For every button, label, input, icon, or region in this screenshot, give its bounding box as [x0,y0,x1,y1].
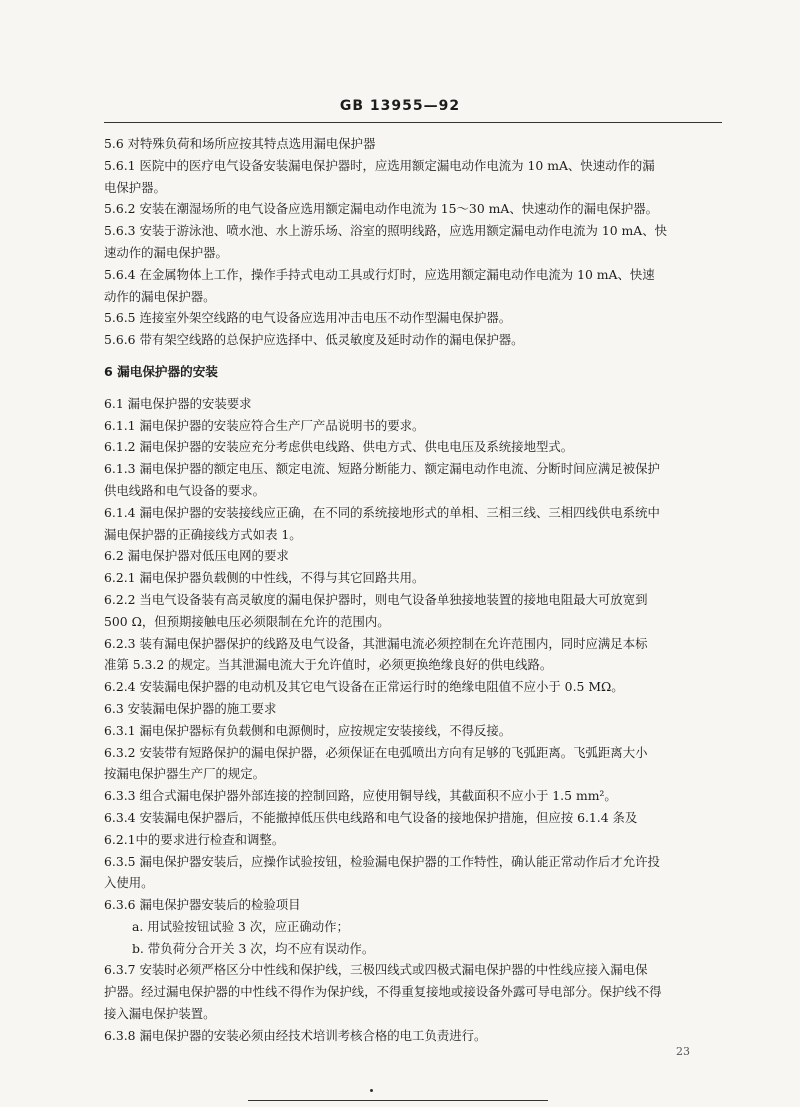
clause-heading: 6.2 漏电保护器对低压电网的要求 [104,548,289,564]
clause-text: 5.6.2 安装在潮湿场所的电气设备应选用额定漏电动作电流为 15～30 mA、快速动作的漏电保护器。 [104,201,659,217]
clause-text: 6.1.1 漏电保护器的安装应符合生产厂产品说明书的要求。 [104,417,425,433]
clause-text: 6.2.1 漏电保护器负载侧的中性线，不得与其它回路共用。 [104,570,425,586]
clause-text: 6.3.2 安装带有短路保护的漏电保护器，必须保证在电弧喷出方向有足够的飞弧距离。飞弧距离大小 [104,744,648,760]
clause-text: 5.6.5 连接室外架空线路的电气设备应选用冲击电压不动作型漏电保护器。 [104,310,512,326]
document-body [104,133,724,1047]
footer-rule [248,1100,548,1101]
list-item: a. 用试验按钮试验 3 次，应正确动作； [132,918,349,934]
list-item: b. 带负荷分合开关 3 次，均不应有误动作。 [132,940,375,956]
clause-text: 6.2.4 安装漏电保护器的电动机及其它电气设备在正常运行时的绝缘电阻值不应小于 0.5 MΩ。 [104,679,624,695]
clause-text: 6.2.2 当电气设备装有高灵敏度的漏电保护器时，则电气设备单独接地装置的接地电阻最大可放宽到 [104,591,648,607]
clause-text: 6.2.3 装有漏电保护器保护的线路及电气设备，其泄漏电流必须控制在允许范围内，同时应满足本标 [104,635,648,651]
clause-text: 6.1.3 漏电保护器的额定电压、额定电流、短路分断能力、额定漏电动作电流、分断时间应满足被保护 [104,461,660,477]
clause-heading: 6.1 漏电保护器的安装要求 [104,395,252,411]
clause-text: 6.3.3 组合式漏电保护器外部连接的控制回路，应使用铜导线，其截面积不应小于 1.5 mm²。 [104,788,617,804]
scan-dot [370,1089,373,1092]
clause-text: 动作的漏电保护器。 [104,288,216,304]
clause-text: 漏电保护器的正确接线方式如表 1。 [104,526,302,542]
clause-text: 6.3.1 漏电保护器标有负载侧和电源侧时，应按规定安装接线，不得反接。 [104,722,512,738]
standard-header: GB 13955—92 [339,98,461,114]
clause-text: 接入漏电保护装置。 [104,1006,216,1022]
clause-text: 5.6.1 医院中的医疗电气设备安装漏电保护器时，应选用额定漏电动作电流为 10 mA、快速动作的漏 [104,157,655,173]
clause-text: 6.3.6 漏电保护器安装后的检验项目 [104,897,301,913]
clause-heading: 6.3 安装漏电保护器的施工要求 [104,700,277,716]
header-divider [104,122,722,123]
clause-text: 5.6.6 带有架空线路的总保护应选择中、低灵敏度及延时动作的漏电保护器。 [104,332,524,348]
section-heading: 6 漏电保护器的安装 [104,363,218,379]
clause-heading: 5.6 对特殊负荷和场所应按其特点选用漏电保护器 [104,136,376,151]
clause-text: 500 Ω，但预期接触电压必须限制在允许的范围内。 [104,613,390,629]
clause-text: 6.2.1中的要求进行检查和调整。 [104,831,285,847]
clause-text: 供电线路和电气设备的要求。 [104,482,266,498]
clause-text: 6.3.7 安装时必须严格区分中性线和保护线，三极四线式或四极式漏电保护器的中性线应接入漏电保 [104,962,648,978]
clause-text: 准第 5.3.2 的规定。当其泄漏电流大于允许值时，必须更换绝缘良好的供电线路。 [104,657,553,673]
clause-text: 按漏电保护器生产厂的规定。 [104,766,266,782]
clause-text: 入使用。 [104,875,154,891]
page-number: 23 [676,1045,690,1058]
clause-text: 5.6.4 在金属物体上工作，操作手持式电动工具或行灯时，应选用额定漏电动作电流为 10 mA、快速 [104,266,655,282]
clause-text: 5.6.3 安装于游泳池、喷水池、水上游乐场、浴室的照明线路，应选用额定漏电动作电流为 10 mA、快 [104,223,668,239]
clause-text: 速动作的漏电保护器。 [104,244,228,260]
clause-text: 6.3.4 安装漏电保护器后，不能撤掉低压供电线路和电气设备的接地保护措施，但应按 6.1.4 条及 [104,809,638,825]
clause-text: 6.1.4 漏电保护器的安装接线应正确，在不同的系统接地形式的单相、三相三线、三相四线供电系统中 [104,504,660,520]
clause-text: 6.1.2 漏电保护器的安装应充分考虑供电线路、供电方式、供电电压及系统接地型式。 [104,439,574,455]
clause-text: 电保护器。 [104,179,166,195]
clause-text: 6.3.8 漏电保护器的安装必须由经技术培训考核合格的电工负责进行。 [104,1027,487,1043]
clause-text: 6.3.5 漏电保护器安装后，应操作试验按钮，检验漏电保护器的工作特性，确认能正常动作后才允许投 [104,853,660,869]
clause-text: 护器。经过漏电保护器的中性线不得作为保护线，不得重复接地或接设备外露可导电部分。保护线不得 [104,984,662,1000]
